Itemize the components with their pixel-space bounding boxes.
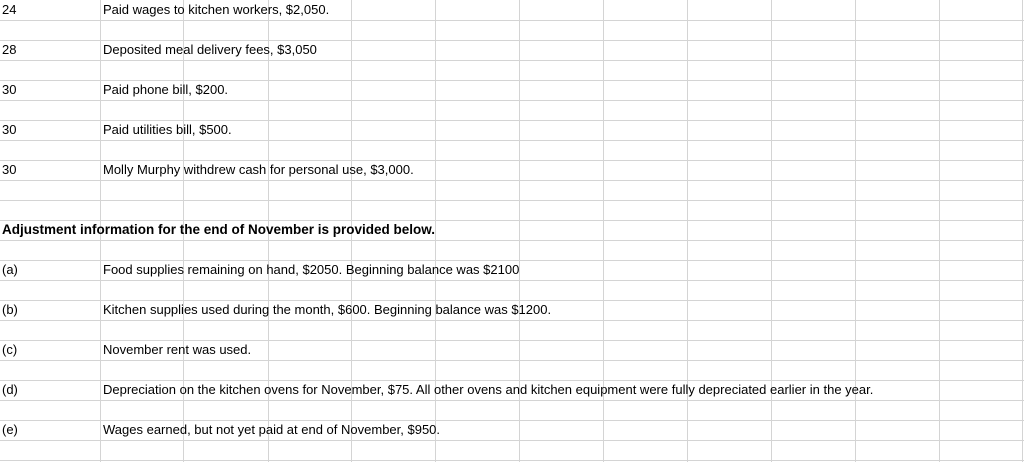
adjustment-text[interactable]: Kitchen supplies used during the month, $600. Beginning balance was $1200. [103, 302, 552, 317]
description-cell[interactable]: Paid phone bill, $200. [103, 82, 229, 97]
adjustment-text[interactable]: Food supplies remaining on hand, $2050. Beginning balance was $2100 [103, 262, 520, 277]
table-row [0, 0, 1024, 20]
date-cell[interactable]: 30 [2, 122, 17, 137]
description-cell[interactable]: Paid wages to kitchen workers, $2,050. [103, 2, 330, 17]
adjustment-label[interactable]: (a) [2, 262, 18, 277]
list-item [0, 380, 1024, 400]
adjustment-text[interactable]: Wages earned, but not yet paid at end of November, $950. [103, 422, 441, 437]
section-heading-row [0, 220, 1024, 240]
description-cell[interactable]: Molly Murphy withdrew cash for personal use, $3,000. [103, 162, 414, 177]
table-row [0, 80, 1024, 100]
table-row [0, 160, 1024, 180]
adjustment-text[interactable]: Depreciation on the kitchen ovens for November, $75. All other ovens and kitchen equipment were fully depreciated earlier in the year. [103, 382, 874, 397]
list-item [0, 340, 1024, 360]
adjustment-label[interactable]: (b) [2, 302, 18, 317]
list-item [0, 420, 1024, 440]
date-cell[interactable]: 24 [2, 2, 17, 17]
adjustment-text[interactable]: November rent was used. [103, 342, 252, 357]
list-item [0, 300, 1024, 320]
description-cell[interactable]: Paid utilities bill, $500. [103, 122, 232, 137]
adjustment-label[interactable]: (c) [2, 342, 18, 357]
table-row [0, 120, 1024, 140]
adjustment-label[interactable]: (d) [2, 382, 18, 397]
description-cell[interactable]: Deposited meal delivery fees, $3,050 [103, 42, 317, 57]
date-cell[interactable]: 28 [2, 42, 17, 57]
table-row [0, 40, 1024, 60]
list-item [0, 260, 1024, 280]
adjustment-label[interactable]: (e) [2, 422, 18, 437]
date-cell[interactable]: 30 [2, 82, 17, 97]
date-cell[interactable]: 30 [2, 162, 17, 177]
adjustment-heading[interactable]: Adjustment information for the end of November is provided below. [2, 222, 436, 237]
